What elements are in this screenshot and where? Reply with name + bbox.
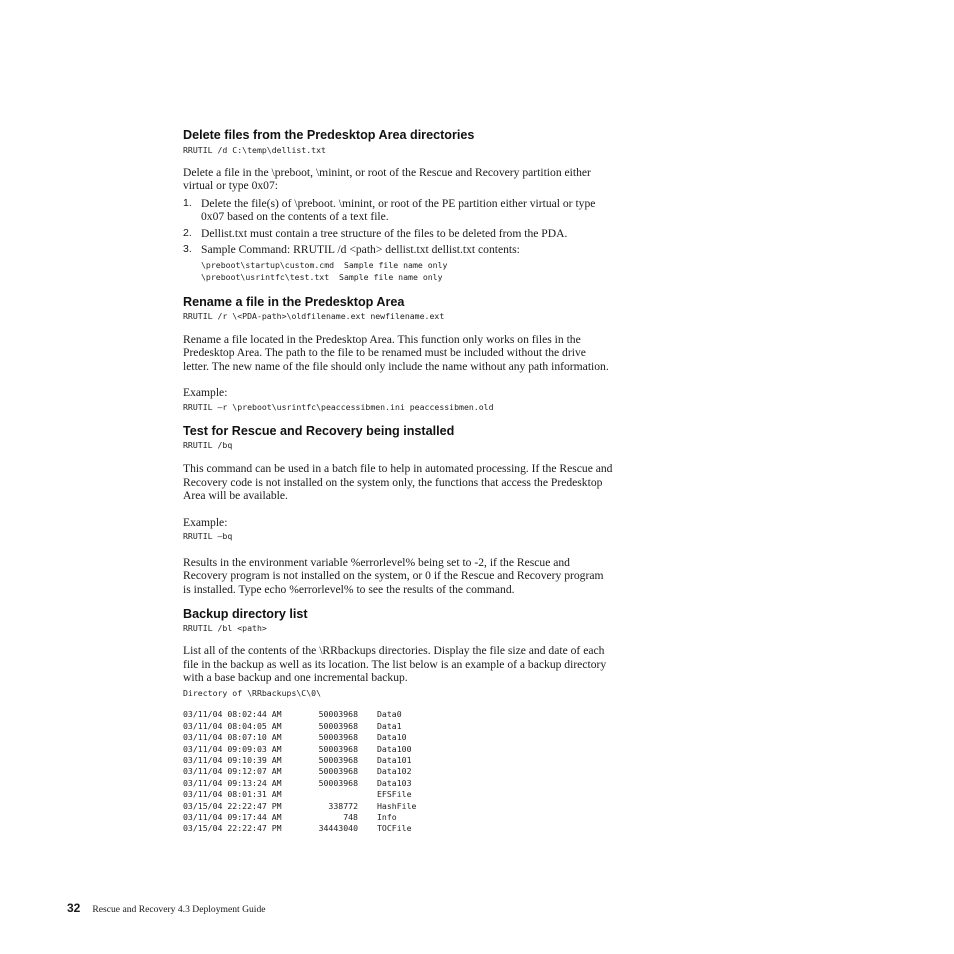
listing-size: 50003968 (318, 720, 358, 731)
section-heading-rename: Rename a file in the Predesktop Area (183, 295, 405, 310)
listing-filename: Data100 (377, 743, 412, 754)
command-syntax-rename: RRUTIL /r \<PDA-path>\oldfilename.ext newfilename.ext (183, 311, 445, 322)
directory-line: Directory of \RRbackups\C\0\ (183, 687, 322, 698)
directory-listing-table (183, 709, 416, 834)
command-syntax-backup: RRUTIL /bl <path> (183, 622, 267, 633)
example-code-test: RRUTIL –bq (183, 531, 233, 542)
listing-date: 03/11/04 09:09:03 AM (183, 743, 282, 754)
step-number: 1. (183, 196, 192, 209)
step-text: Dellist.txt must contain a tree structure of the files to be deleted from the PDA. (201, 226, 568, 240)
listing-date: 03/11/04 09:13:24 AM (183, 777, 282, 788)
description-test: This command can be used in a batch file to help in automated processing. If the Rescue and Recovery code is not installed on the system only, the functions that access the Predesktop Area will be available. (183, 461, 613, 503)
results-text-test: Results in the environment variable %errorlevel% being set to -2, if the Rescue and Recovery program is not installed on the system, or 0 if the Rescue and Recovery program is installed. Type echo %errorlevel% to see the results of the command. (183, 555, 604, 596)
listing-date: 03/11/04 08:04:05 AM (183, 720, 282, 731)
listing-filename: EFSFile (377, 789, 412, 800)
listing-size: 50003968 (318, 743, 358, 754)
listing-size: 748 (343, 812, 358, 823)
listing-size (299, 789, 358, 800)
listing-filename: Data102 (377, 766, 412, 777)
step-number: 2. (183, 226, 192, 239)
table-row (183, 755, 416, 766)
step-item (183, 197, 613, 224)
step-item (183, 227, 613, 241)
table-row (183, 744, 416, 755)
listing-filename: HashFile (377, 800, 417, 811)
document-body (183, 127, 613, 835)
listing-date: 03/11/04 08:02:44 AM (183, 709, 282, 720)
listing-size: 338772 (328, 800, 358, 811)
command-syntax-delete: RRUTIL /d C:\temp\dellist.txt (183, 145, 326, 155)
table-row (183, 732, 416, 743)
page-footer (67, 901, 266, 915)
steps-list-delete (183, 197, 613, 257)
section-test (183, 423, 613, 596)
example-label-rename: Example: (183, 386, 228, 400)
command-syntax-test: RRUTIL /bq (183, 440, 233, 451)
page-number: 32 (67, 901, 81, 915)
description-backup: List all of the contents of the \RRbackups directories. Display the file size and date of each file in the backup as well as its location. The list below is an example of a backup directory with a base backup and one incremental backup. (183, 644, 607, 685)
listing-filename: Data101 (377, 755, 412, 765)
section-heading-test: Test for Rescue and Recovery being installed (183, 424, 455, 439)
listing-size: 50003968 (318, 709, 358, 720)
listing-date: 03/15/04 22:22:47 PM (183, 800, 282, 811)
listing-size: 50003968 (318, 732, 358, 743)
listing-filename: TOCFile (377, 823, 412, 834)
table-row (183, 778, 416, 789)
example-label-test: Example: (183, 515, 228, 529)
table-row (183, 766, 416, 777)
listing-size: 50003968 (318, 766, 358, 777)
listing-date: 03/11/04 08:01:31 AM (183, 789, 282, 800)
listing-date: 03/11/04 09:17:44 AM (183, 812, 282, 823)
table-row (183, 709, 416, 720)
section-heading-delete: Delete files from the Predesktop Area directories (183, 128, 475, 142)
section-heading-backup: Backup directory list (183, 606, 308, 621)
document-title: Rescue and Recovery 4.3 Deployment Guide (92, 904, 266, 915)
listing-size: 50003968 (318, 755, 358, 765)
step-text: Delete the file(s) of \preboot. \minint, or root of the PE partition either virtual or type 0x07 based on the contents of a text file. (201, 196, 596, 224)
listing-size: 50003968 (318, 777, 358, 788)
listing-date: 03/11/04 09:12:07 AM (183, 766, 282, 777)
example-code-rename: RRUTIL –r \preboot\usrintfc\peaccessibmen.ini peaccessibmen.old (183, 401, 494, 412)
listing-filename: Info (377, 812, 397, 823)
sample-code-delete: \preboot\startup\custom.cmd Sample file name only \preboot\usrintfc\test.txt Sample file name only (201, 260, 448, 282)
table-row (183, 801, 416, 812)
listing-date: 03/15/04 22:22:47 PM (183, 823, 282, 834)
step-number: 3. (183, 243, 192, 256)
section-rename (183, 294, 613, 413)
section-delete (183, 127, 613, 283)
description-delete: Delete a file in the \preboot, \minint, or root of the Rescue and Recovery partition either virtual or type 0x07: (183, 165, 591, 193)
listing-filename: Data0 (377, 709, 402, 720)
step-item (183, 243, 613, 257)
table-row (183, 789, 416, 800)
table-row (183, 721, 416, 732)
table-row (183, 823, 416, 834)
listing-size: 34443040 (318, 823, 358, 834)
listing-date: 03/11/04 08:07:10 AM (183, 732, 282, 743)
table-row (183, 812, 416, 823)
listing-filename: Data103 (377, 777, 412, 788)
step-text: Sample Command: RRUTIL /d <path> dellist.txt dellist.txt contents: (201, 243, 520, 257)
description-rename: Rename a file located in the Predesktop Area. This function only works on files in the Predesktop Area. The path to the file to be renamed must be included without the drive letter. The new name of the file should only include the name without any path information. (183, 332, 609, 373)
section-backup (183, 606, 613, 835)
listing-filename: Data1 (377, 720, 402, 731)
listing-filename: Data10 (377, 732, 407, 743)
listing-date: 03/11/04 09:10:39 AM (183, 755, 282, 765)
